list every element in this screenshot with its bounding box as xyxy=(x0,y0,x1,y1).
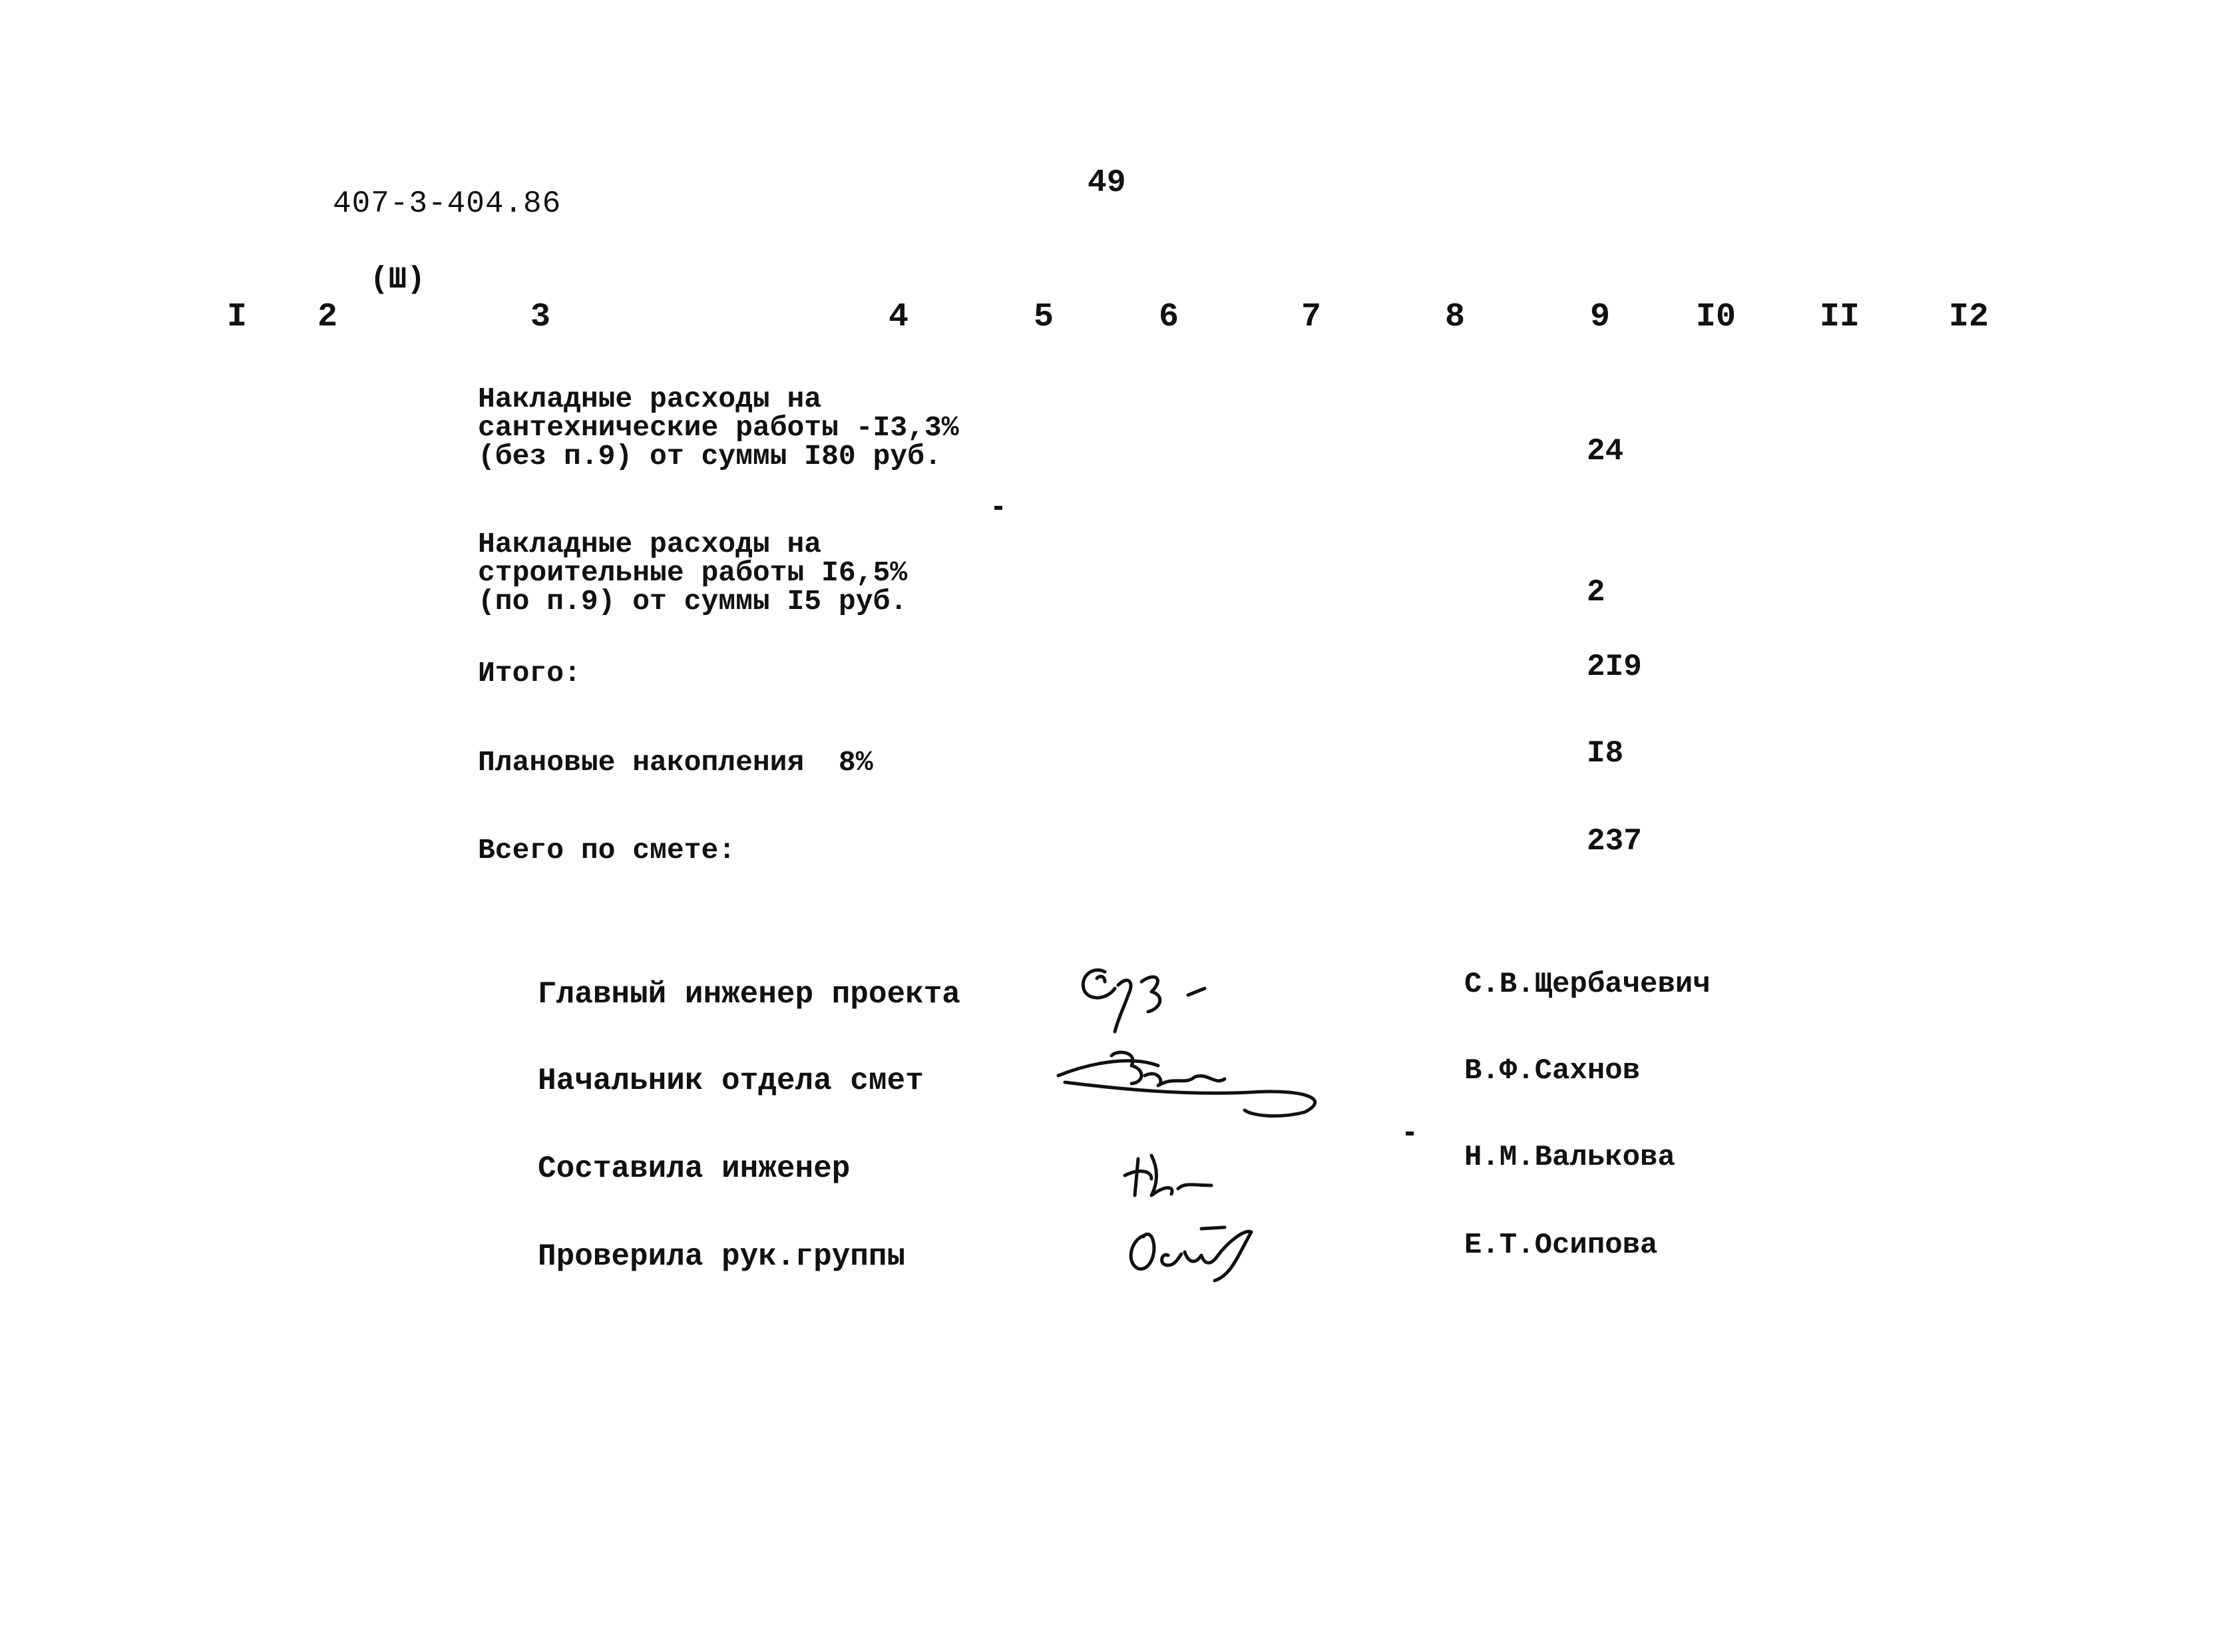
handwritten-signature xyxy=(1052,1122,1358,1215)
row-value: 2I9 xyxy=(1587,650,1642,684)
row-description: Плановые накопления 8% xyxy=(478,746,873,779)
handwritten-signature xyxy=(1052,1036,1358,1129)
signature-role: Главный инженер проекта xyxy=(538,977,960,1012)
column-number: 4 xyxy=(888,298,909,336)
row-value: 24 xyxy=(1587,434,1624,469)
document-code: 407-3-404.86 xyxy=(333,186,562,221)
column-number: 2 xyxy=(317,298,338,336)
column-number: 9 xyxy=(1589,298,1611,336)
column-number: I0 xyxy=(1695,298,1736,336)
scan-speck xyxy=(1406,1132,1414,1136)
section-mark: (Ш) xyxy=(370,262,425,297)
column-number: I2 xyxy=(1948,298,1989,336)
column-number: I xyxy=(226,298,248,336)
row-description: Накладные расходы на строительные работы I6,5% (по п.9) от суммы I5 руб. xyxy=(478,528,908,618)
page-number: 49 xyxy=(1088,165,1126,201)
column-number: 8 xyxy=(1444,298,1466,336)
column-number: 3 xyxy=(530,298,551,336)
row-description: Накладные расходы на сантехнические работы -I3,3% (без п.9) от суммы I80 руб. xyxy=(478,383,959,473)
column-number: II xyxy=(1819,298,1860,336)
signatory-name: В.Ф.Сахнов xyxy=(1464,1054,1641,1088)
column-number: 5 xyxy=(1033,298,1054,336)
row-description: Всего по смете: xyxy=(478,834,736,867)
handwritten-signature xyxy=(1052,945,1358,1038)
row-description: Итого: xyxy=(478,657,581,690)
signatory-name: Е.Т.Осипова xyxy=(1464,1229,1658,1262)
row-value: I8 xyxy=(1587,736,1624,771)
column-number: 6 xyxy=(1158,298,1179,336)
signature-role: Проверила рук.группы xyxy=(538,1239,906,1274)
signature-role: Составила инженер xyxy=(538,1151,851,1186)
row-value: 2 xyxy=(1587,575,1605,610)
scan-speck xyxy=(994,506,1002,510)
signature-role: Начальник отдела смет xyxy=(538,1064,924,1098)
signatory-name: С.В.Щербачевич xyxy=(1464,968,1711,1001)
row-value: 237 xyxy=(1587,824,1642,859)
column-number: 7 xyxy=(1301,298,1322,336)
handwritten-signature xyxy=(1052,1202,1358,1295)
signatory-name: Н.М.Валькова xyxy=(1464,1141,1675,1174)
